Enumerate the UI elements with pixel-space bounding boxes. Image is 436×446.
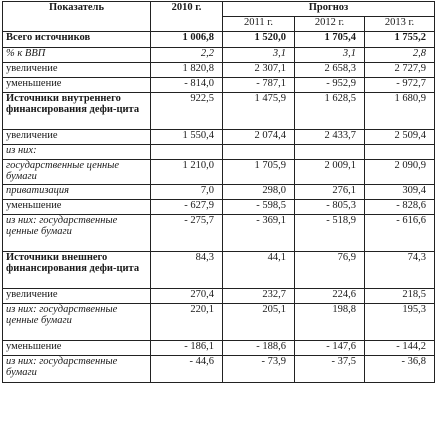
table-row <box>3 32 435 48</box>
header-forecast: Прогноз <box>223 2 435 17</box>
table-row <box>3 356 435 383</box>
value-2013: - 828,6 <box>365 200 435 215</box>
value-2010: 220,1 <box>151 304 223 341</box>
value-2011 <box>223 145 295 160</box>
value-2012 <box>295 145 365 160</box>
value-2013: 2 509,4 <box>365 130 435 145</box>
value-2011: 44,1 <box>223 252 295 289</box>
value-2011: - 73,9 <box>223 356 295 383</box>
table-row <box>3 130 435 145</box>
row-label: из них: государственные ценные бумаги <box>3 215 151 252</box>
value-2012: - 952,9 <box>295 78 365 93</box>
value-2010 <box>151 145 223 160</box>
header-year-2011: 2011 г. <box>223 17 295 32</box>
table-row <box>3 160 435 185</box>
value-2011: 2 307,1 <box>223 63 295 78</box>
table-row <box>3 48 435 63</box>
value-2012: 76,9 <box>295 252 365 289</box>
value-2010: 1 820,8 <box>151 63 223 78</box>
financing-sources-table <box>2 1 435 383</box>
value-2012: - 147,6 <box>295 341 365 356</box>
value-2013: 2,8 <box>365 48 435 63</box>
value-2010: 270,4 <box>151 289 223 304</box>
value-2012: 1 628,5 <box>295 93 365 130</box>
value-2011: - 598,5 <box>223 200 295 215</box>
value-2011: - 369,1 <box>223 215 295 252</box>
header-year-2013: 2013 г. <box>365 17 435 32</box>
row-label: из них: государственные бумаги <box>3 356 151 383</box>
value-2011: 298,0 <box>223 185 295 200</box>
header-indicator: Показатель <box>3 2 151 32</box>
value-2012: 2 433,7 <box>295 130 365 145</box>
row-label: государственные ценные бумаги <box>3 160 151 185</box>
value-2013: 309,4 <box>365 185 435 200</box>
value-2011: - 188,6 <box>223 341 295 356</box>
row-label: уменьшение <box>3 78 151 93</box>
value-2010: 2,2 <box>151 48 223 63</box>
value-2013: 2 727,9 <box>365 63 435 78</box>
value-2012: - 518,9 <box>295 215 365 252</box>
value-2010: 1 210,0 <box>151 160 223 185</box>
value-2011: 1 705,9 <box>223 160 295 185</box>
row-label: увеличение <box>3 63 151 78</box>
row-label: приватизация <box>3 185 151 200</box>
value-2010: 1 550,4 <box>151 130 223 145</box>
value-2013: 2 090,9 <box>365 160 435 185</box>
value-2010: - 186,1 <box>151 341 223 356</box>
value-2012: - 37,5 <box>295 356 365 383</box>
value-2010: 84,3 <box>151 252 223 289</box>
value-2012: - 805,3 <box>295 200 365 215</box>
value-2011: 3,1 <box>223 48 295 63</box>
table-row <box>3 93 435 130</box>
value-2010: - 627,9 <box>151 200 223 215</box>
value-2013: - 972,7 <box>365 78 435 93</box>
value-2012: 2 009,1 <box>295 160 365 185</box>
value-2010: - 275,7 <box>151 215 223 252</box>
table-row <box>3 304 435 341</box>
value-2012: 276,1 <box>295 185 365 200</box>
value-2013 <box>365 145 435 160</box>
row-label: Источники внешнего финансирования дефи-цита <box>3 252 151 289</box>
row-label: увеличение <box>3 289 151 304</box>
value-2013: 218,5 <box>365 289 435 304</box>
value-2013: 74,3 <box>365 252 435 289</box>
value-2012: 2 658,3 <box>295 63 365 78</box>
table-header-row <box>3 2 435 17</box>
row-label: % к ВВП <box>3 48 151 63</box>
value-2013: 1 680,9 <box>365 93 435 130</box>
value-2013: - 144,2 <box>365 341 435 356</box>
table-row <box>3 341 435 356</box>
value-2012: 3,1 <box>295 48 365 63</box>
table-row <box>3 215 435 252</box>
header-year-2012: 2012 г. <box>295 17 365 32</box>
value-2011: 232,7 <box>223 289 295 304</box>
table-row <box>3 200 435 215</box>
row-label: уменьшение <box>3 341 151 356</box>
table-row <box>3 289 435 304</box>
value-2013: 195,3 <box>365 304 435 341</box>
value-2013: - 36,8 <box>365 356 435 383</box>
value-2011: - 787,1 <box>223 78 295 93</box>
table-row <box>3 63 435 78</box>
value-2013: - 616,6 <box>365 215 435 252</box>
value-2012: 1 705,4 <box>295 32 365 48</box>
value-2011: 2 074,4 <box>223 130 295 145</box>
value-2012: 198,8 <box>295 304 365 341</box>
row-label: Источники внутреннего финансирования дефи-цита <box>3 93 151 130</box>
table-row <box>3 252 435 289</box>
row-label: из них: <box>3 145 151 160</box>
table-row <box>3 185 435 200</box>
table-row <box>3 145 435 160</box>
row-label: Всего источников <box>3 32 151 48</box>
value-2010: - 814,0 <box>151 78 223 93</box>
header-year-2010: 2010 г. <box>151 2 223 32</box>
value-2012: 224,6 <box>295 289 365 304</box>
value-2010: - 44,6 <box>151 356 223 383</box>
row-label: из них: государственные ценные бумаги <box>3 304 151 341</box>
value-2011: 1 475,9 <box>223 93 295 130</box>
value-2011: 205,1 <box>223 304 295 341</box>
value-2011: 1 520,0 <box>223 32 295 48</box>
row-label: уменьшение <box>3 200 151 215</box>
value-2013: 1 755,2 <box>365 32 435 48</box>
table-row <box>3 78 435 93</box>
value-2010: 922,5 <box>151 93 223 130</box>
row-label: увеличение <box>3 130 151 145</box>
value-2010: 7,0 <box>151 185 223 200</box>
value-2010: 1 006,8 <box>151 32 223 48</box>
